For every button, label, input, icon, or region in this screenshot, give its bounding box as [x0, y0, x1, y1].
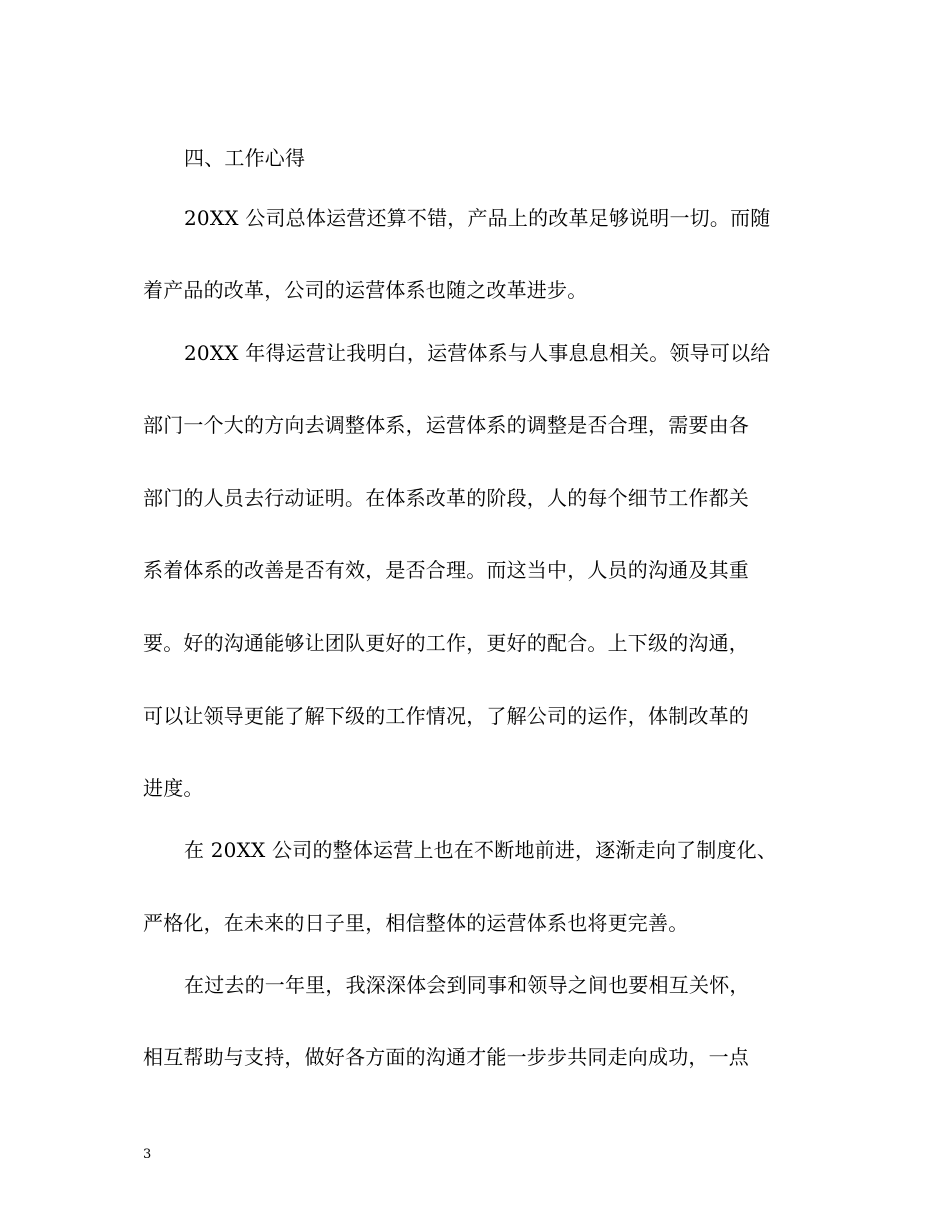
paragraph-2-line-6: 可以让领导更能了解下级的工作情况，了解公司的运作，体制改革的 — [143, 704, 749, 728]
page-number: 3 — [143, 1147, 152, 1162]
paragraph-2-line-5: 要。好的沟通能够让团队更好的工作，更好的配合。上下级的沟通， — [143, 631, 749, 655]
section-heading: 四、工作心得 — [184, 146, 306, 170]
paragraph-2-line-7: 进度。 — [143, 776, 204, 800]
paragraph-4-line-2: 相互帮助与支持，做好各方面的沟通才能一步步共同走向成功，一点 — [143, 1045, 749, 1069]
paragraph-2-line-3: 部门的人员去行动证明。在体系改革的阶段，人的每个细节工作都关 — [143, 486, 749, 510]
paragraph-3-line-2: 严格化，在未来的日子里，相信整体的运营体系也将更完善。 — [143, 911, 689, 935]
paragraph-2-line-2: 部门一个大的方向去调整体系，运营体系的调整是否合理，需要由各 — [143, 413, 749, 437]
paragraph-3-line-1: 在 20XX 公司的整体运营上也在不断地前进，逐渐走向了制度化、 — [184, 838, 778, 862]
paragraph-2-line-1: 20XX 年得运营让我明白，运营体系与人事息息相关。领导可以给 — [184, 341, 771, 365]
paragraph-1-line-1: 20XX 公司总体运营还算不错，产品上的改革足够说明一切。而随 — [184, 206, 771, 230]
paragraph-2-line-4: 系着体系的改善是否有效，是否合理。而这当中，人员的沟通及其重 — [143, 558, 749, 582]
paragraph-1-line-2: 着产品的改革，公司的运营体系也随之改革进步。 — [143, 278, 588, 302]
paragraph-4-line-1: 在过去的一年里，我深深体会到同事和领导之间也要相互关怀， — [184, 973, 750, 997]
